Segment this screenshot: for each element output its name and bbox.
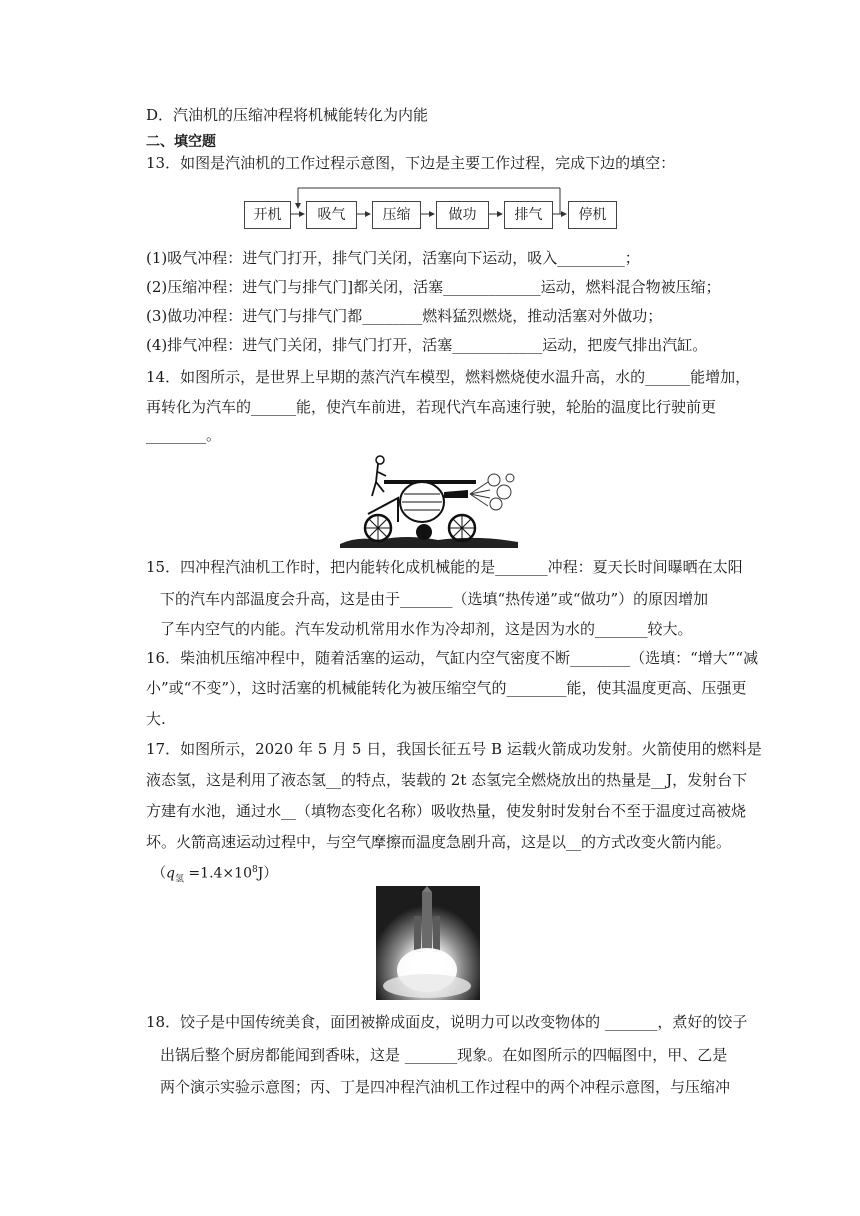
flow-step-intake: 吸气	[306, 201, 357, 229]
q13-item-2: (2)压缩冲程：进气门与排气门]都关闭，活塞_____________运动，燃料混合物被压缩；	[146, 278, 721, 296]
q16-line-1: 16．柴油机压缩冲程中，随着活塞的运动，气缸内空气密度不断________（选填：“增大”“减	[146, 649, 759, 667]
flow-step-exhaust: 排气	[504, 201, 553, 229]
q18-line-3: 两个演示实验示意图；丙、丁是四冲程汽油机工作过程中的两个冲程示意图，与压缩冲	[160, 1078, 731, 1096]
flow-step-compression: 压缩	[372, 201, 421, 229]
section-title: 二、填空题	[146, 134, 216, 150]
formula-exponent: 8	[251, 865, 258, 875]
formula-close: ）	[263, 865, 278, 882]
q17-line-3: 方建有水池，通过水__（填物态变化名称）吸收热量，使发射时发射台不至于温度过高被烧	[146, 802, 747, 820]
q14-line-1: 14．如图所示，是世界上早期的蒸汽汽车模型，燃料燃烧使水温升高，水的______能增加，	[146, 368, 751, 386]
q17-line-1: 17．如图所示，2020 年 5 月 5 日，我国长征五号 B 运载火箭成功发射。火箭使用的燃料是	[146, 740, 762, 758]
q15-line-2: 下的汽车内部温度会升高，这是由于_______（选填“热传递”或“做功”）的原因增加	[160, 590, 709, 608]
q13-item-3: (3)做功冲程：进气门与排气门都________燃料猛烈燃烧，推动活塞对外做功；	[146, 307, 663, 325]
formula-value: =1.4×10	[183, 865, 252, 882]
steam-car-illustration	[338, 452, 520, 548]
q18-line-1: 18．饺子是中国传统美食，面团被擀成面皮，说明力可以改变物体的 _______，煮好的饺子	[146, 1013, 748, 1031]
q17-formula	[152, 859, 277, 890]
formula-open: （	[152, 865, 166, 882]
q13-item-4: (4)排气冲程：进气门关闭，排气门打开，活塞____________运动，把废气排出汽缸。	[146, 336, 708, 354]
q14-line-3: ________。	[146, 426, 222, 444]
q18-line-2: 出锅后整个厨房都能闻到香味，这是 _______现象。在如图所示的四幅图中，甲、乙是	[160, 1046, 728, 1064]
flow-step-stop: 停机	[568, 201, 617, 229]
formula-unit: J	[257, 865, 264, 882]
q15-line-3: 了车内空气的内能。汽车发动机常用水作为冷却剂，这是因为水的_______较大。	[160, 620, 693, 638]
q13-item-1: (1)吸气冲程：进气门打开，排气门关闭，活塞向下运动，吸入_________；	[146, 249, 640, 267]
formula-subscript: 氢	[174, 874, 184, 885]
q16-line-3: 大.	[146, 710, 166, 728]
engine-flow-diagram	[238, 184, 618, 236]
q17-line-2: 液态氢，这是利用了液态氢__的特点，装载的 2t 态氢完全燃烧放出的热量是__J，发射台下	[146, 771, 748, 789]
q13-stem: 13．如图是汽油机的工作过程示意图，下边是主要工作过程，完成下边的填空：	[146, 154, 676, 172]
option-d: D．汽油机的压缩冲程将机械能转化为内能	[146, 106, 429, 124]
q17-line-4: 坏。火箭高速运动过程中，与空气摩擦而温度急剧升高，这是以__的方式改变火箭内能。	[146, 833, 732, 851]
rocket-launch-photo	[376, 886, 480, 1000]
q14-line-2: 再转化为汽车的______能，使汽车前进，若现代汽车高速行驶，轮胎的温度比行驶前更	[146, 398, 717, 416]
flow-step-power: 做功	[436, 201, 489, 229]
flow-connectors	[238, 184, 618, 236]
formula-q: q	[166, 865, 175, 882]
q15-line-1: 15．四冲程汽油机工作时，把内能转化成机械能的是_______冲程：夏天长时间曝晒在太阳	[146, 558, 743, 576]
q16-line-2: 小”或“不变”），这时活塞的机械能转化为被压缩空气的________能，使其温度更高、压强更	[146, 679, 747, 697]
flow-step-start: 开机	[244, 201, 291, 229]
